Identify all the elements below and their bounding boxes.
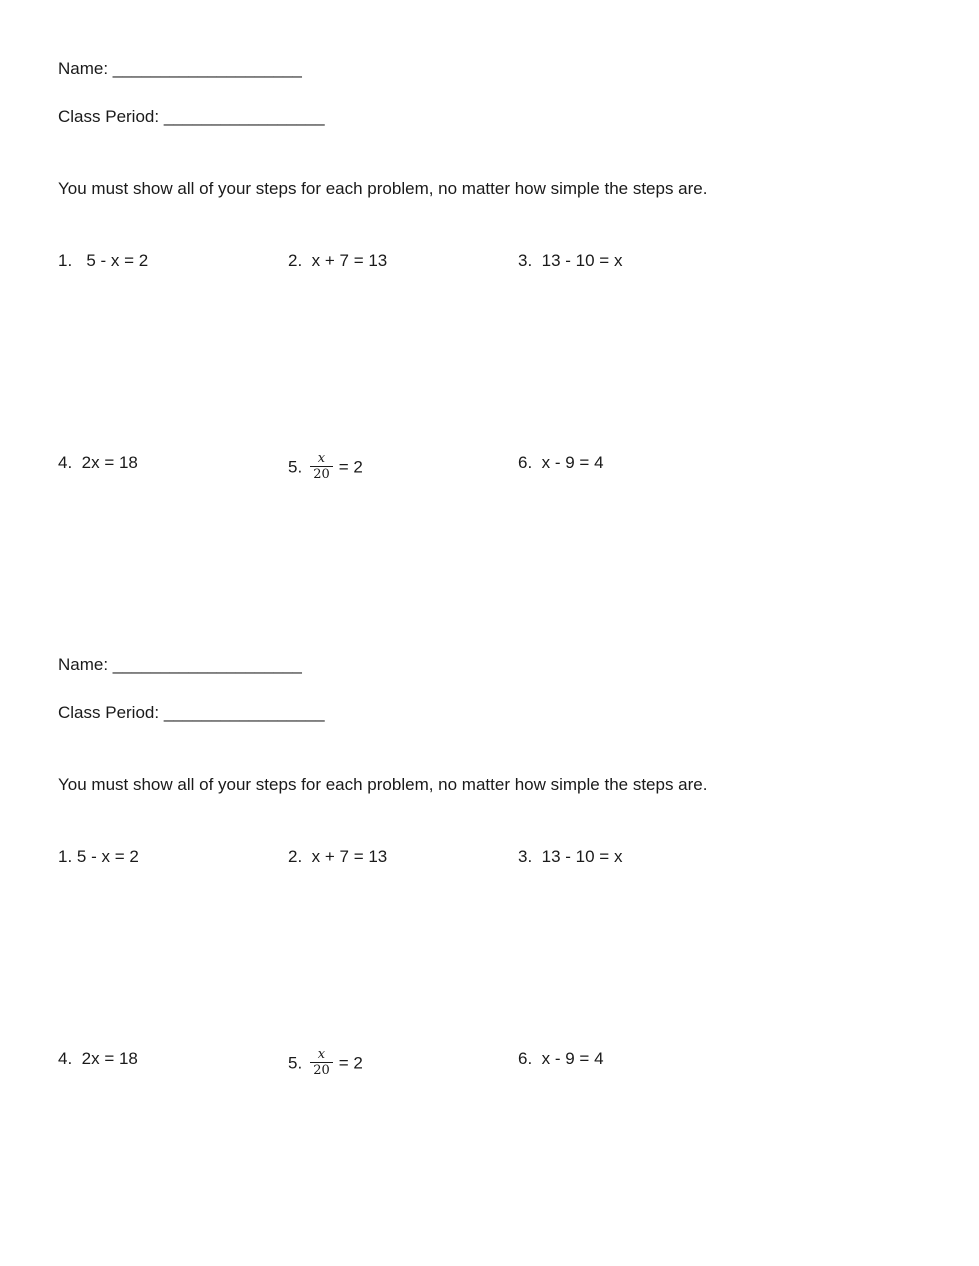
problem-number: 3. [518,847,533,866]
problem-2 [288,847,387,867]
problem-number: 2. [288,251,303,270]
name-field: Name: ____________________ [58,655,302,674]
problem-number: 6. [518,453,533,472]
problem-expression: 5 - x = 2 [76,847,139,866]
problem-expression: x + 7 = 13 [311,251,388,270]
problem-5 [288,1049,363,1079]
problem-number: 4. [58,453,73,472]
problem-1 [58,251,148,271]
problem-2 [288,251,387,271]
name-field: Name: ____________________ [58,59,302,78]
problem-4 [58,1049,138,1069]
problem-number: 3. [518,251,533,270]
problem-expression: 13 - 10 = x [541,847,623,866]
problem-expression: 5 - x = 2 [86,251,149,270]
problem-5 [288,453,363,483]
problem-expression: x - 9 = 4 [541,1049,604,1068]
problem-number: 4. [58,1049,73,1068]
fraction-numerator: x [317,451,326,466]
problem-number: 5. [288,1053,303,1073]
problem-expression: 13 - 10 = x [541,251,623,270]
problem-expression: = 2 [338,457,363,477]
problem-number: 1. [58,251,73,270]
fraction-denominator: 20 [310,466,333,482]
problem-3 [518,847,622,867]
instructions: You must show all of your steps for each problem, no matter how simple the steps are. [58,775,708,794]
problem-6 [518,453,604,473]
problem-expression: = 2 [338,1053,363,1073]
problem-6 [518,1049,604,1069]
problem-expression: 2x = 18 [81,1049,138,1068]
problem-expression: 2x = 18 [81,453,138,472]
instructions: You must show all of your steps for each problem, no matter how simple the steps are. [58,179,708,198]
problem-expression: x + 7 = 13 [311,847,388,866]
class-period-field: Class Period: _________________ [58,107,325,126]
problem-expression: x - 9 = 4 [541,453,604,472]
problem-number: 5. [288,457,303,477]
problem-number: 1. [58,847,73,866]
problem-4 [58,453,138,473]
problem-1 [58,847,139,867]
fraction-denominator: 20 [310,1062,333,1078]
problem-3 [518,251,622,271]
fraction-numerator: x [317,1047,326,1062]
problem-number: 2. [288,847,303,866]
fraction [310,1048,333,1078]
fraction [310,452,333,482]
class-period-field: Class Period: _________________ [58,703,325,722]
problem-number: 6. [518,1049,533,1068]
